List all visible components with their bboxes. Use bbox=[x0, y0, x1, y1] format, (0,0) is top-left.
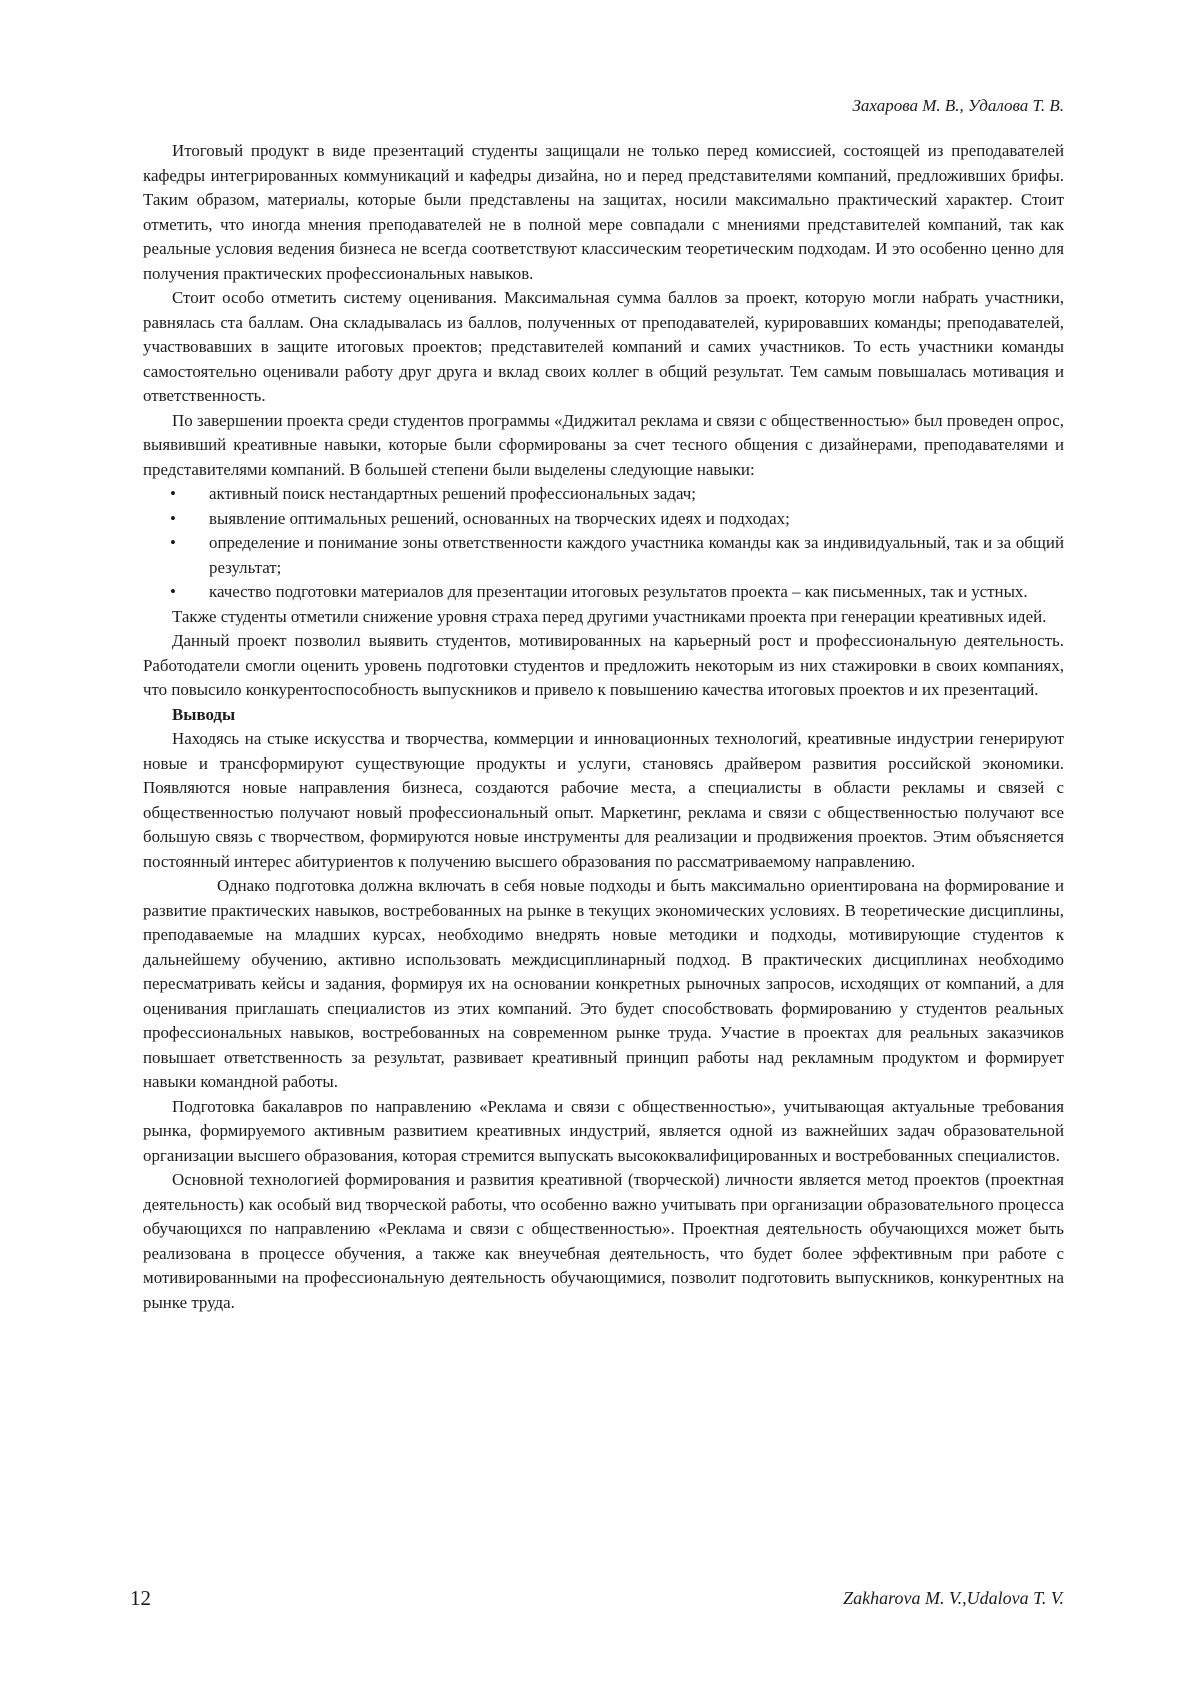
list-item-text: качество подготовки материалов для презентации итоговых результатов проекта – как письменных, так и устных. bbox=[209, 582, 1028, 601]
list-item-text: активный поиск нестандартных решений профессиональных задач; bbox=[209, 484, 696, 503]
paragraph: По завершении проекта среди студентов программы «Диджитал реклама и связи с общественностью» был проведен опрос, выявивший креативные навыки, которые были сформированы за счет тесного общения с дизайнерами, преподавателями и представителями компаний. В большей степени были выделены следующие навыки: bbox=[143, 410, 1064, 479]
list-item bbox=[143, 507, 1064, 532]
paragraph: Также студенты отметили снижение уровня страха перед другими участниками проекта при генерации креативных идей. bbox=[172, 606, 1047, 626]
list-item-text: выявление оптимальных решений, основанных на творческих идеях и подходах; bbox=[209, 508, 790, 528]
running-head-authors: Захарова М. В., Удалова Т. В. bbox=[852, 96, 1064, 115]
article-body bbox=[143, 139, 1064, 1315]
paragraph: Подготовка бакалавров по направлению «Реклама и связи с общественностью», учитывающая актуальные требования рынка, формируемого активным развитием креативных индустрий, является одной из важнейших задач образовательной организации высшего образования, которая стремится выпускать высококвалифицированных и востребованных специалистов. bbox=[143, 1096, 1064, 1165]
bullet-icon: • bbox=[170, 582, 176, 601]
page-number: 12 bbox=[130, 1586, 151, 1610]
paragraph: Основной технологией формирования и развития креативной (творческой) личности является метод проектов (проектная деятельность) как особый вид творческой работы, что особенно важно учитывать при организации образовательного процесса обучающихся по направлению «Реклама и связи с общественностью». Проектная деятельность обучающихся может быть реализована в процессе обучения, а также как внеучебная деятельность, что будет более эффективным при работе с мотивированными на профессиональную деятельность обучающимися, позволит подготовить выпускников, конкурентных на рынке труда. bbox=[143, 1170, 1064, 1312]
list-item bbox=[143, 482, 1064, 507]
running-foot-authors: Zakharova M. V.,Udalova T. V. bbox=[843, 1588, 1064, 1608]
paragraph: Итоговый продукт в виде презентаций студенты защищали не только перед комиссией, состоящей из преподавателей кафедры интегрированных коммуникаций и кафедры дизайна, но и перед представителями компаний, предложивших брифы. Таким образом, материалы, которые были представлены на защитах, носили максимально практический характер. Стоит отметить, что иногда мнения преподавателей не в полной мере совпадали с мнениями представителей компаний, так как реальные условия ведения бизнеса не всегда соответствуют классическим теоретическим подходам. И это особенно ценно для получения практических профессиональных навыков. bbox=[143, 141, 1064, 283]
paragraph: Находясь на стыке искусства и творчества, коммерции и инновационных технологий, креативные индустрии генерируют новые и трансформируют существующие продукты и услуги, становясь драйвером развития российской экономики. Появляются новые направления бизнеса, создаются рабочие места, а специалисты в области рекламы и связей с общественностью получают новый профессиональный опыт. Маркетинг, реклама и связи с общественностью получают все большую связь с творчеством, формируются новые инструменты для реализации и продвижения проектов. Этим объясняется постоянный интерес абитуриентов к получению высшего образования по рассматриваемому направлению. bbox=[143, 729, 1064, 871]
bullet-icon: • bbox=[170, 484, 176, 503]
list-item bbox=[143, 531, 1064, 580]
paragraph: Стоит особо отметить систему оценивания. Максимальная сумма баллов за проект, которую могли набрать участники, равнялась ста баллам. Она складывалась из баллов, полученных от преподавателей, курировавших команды; преподавателей, участвовавших в защите итоговых проектов; представителей компаний и самих участников. То есть участники команды самостоятельно оценивали работу друг друга и вклад своих коллег в общий результат. Тем самым повышалась мотивация и ответственность. bbox=[143, 288, 1064, 405]
bullet-icon: • bbox=[170, 533, 176, 552]
paragraph: Однако подготовка должна включать в себя новые подходы и быть максимально ориентирована на формирование и развитие практических навыков, востребованных на рынке в текущих экономических условиях. В теоретические дисциплины, преподаваемые на младших курсах, необходимо внедрять новые методики и подходы, мотивирующие студентов к дальнейшему обучению, активно использовать междисциплинарный подход. В практических дисциплинах необходимо пересматривать кейсы и задания, формируя их на основании конкретных рыночных запросов, исходящих от компаний, а для оценивания приглашать специалистов из этих компаний. Это будет способствовать формированию у студентов реальных профессиональных навыков, востребованных на современном рынке труда. Участие в проектах для реальных заказчиков повышает ответственность за результат, развивает креативный принцип работы над рекламным продуктом и формирует навыки командной работы. bbox=[143, 876, 1064, 1091]
section-heading-conclusions: Выводы bbox=[172, 704, 236, 724]
list-item-text: определение и понимание зоны ответственности каждого участника команды как за индивидуальный, так и за общий результат; bbox=[209, 533, 1064, 577]
list-item bbox=[143, 580, 1064, 605]
skills-list bbox=[143, 482, 1064, 605]
paragraph: Данный проект позволил выявить студентов, мотивированных на карьерный рост и профессиональную деятельность. Работодатели смогли оценить уровень подготовки студентов и предложить некоторым из них стажировки в своих компаниях, что повысило конкурентоспособность выпускников и привело к повышению качества итоговых проектов и их презентаций. bbox=[143, 631, 1064, 699]
bullet-icon: • bbox=[170, 508, 176, 528]
